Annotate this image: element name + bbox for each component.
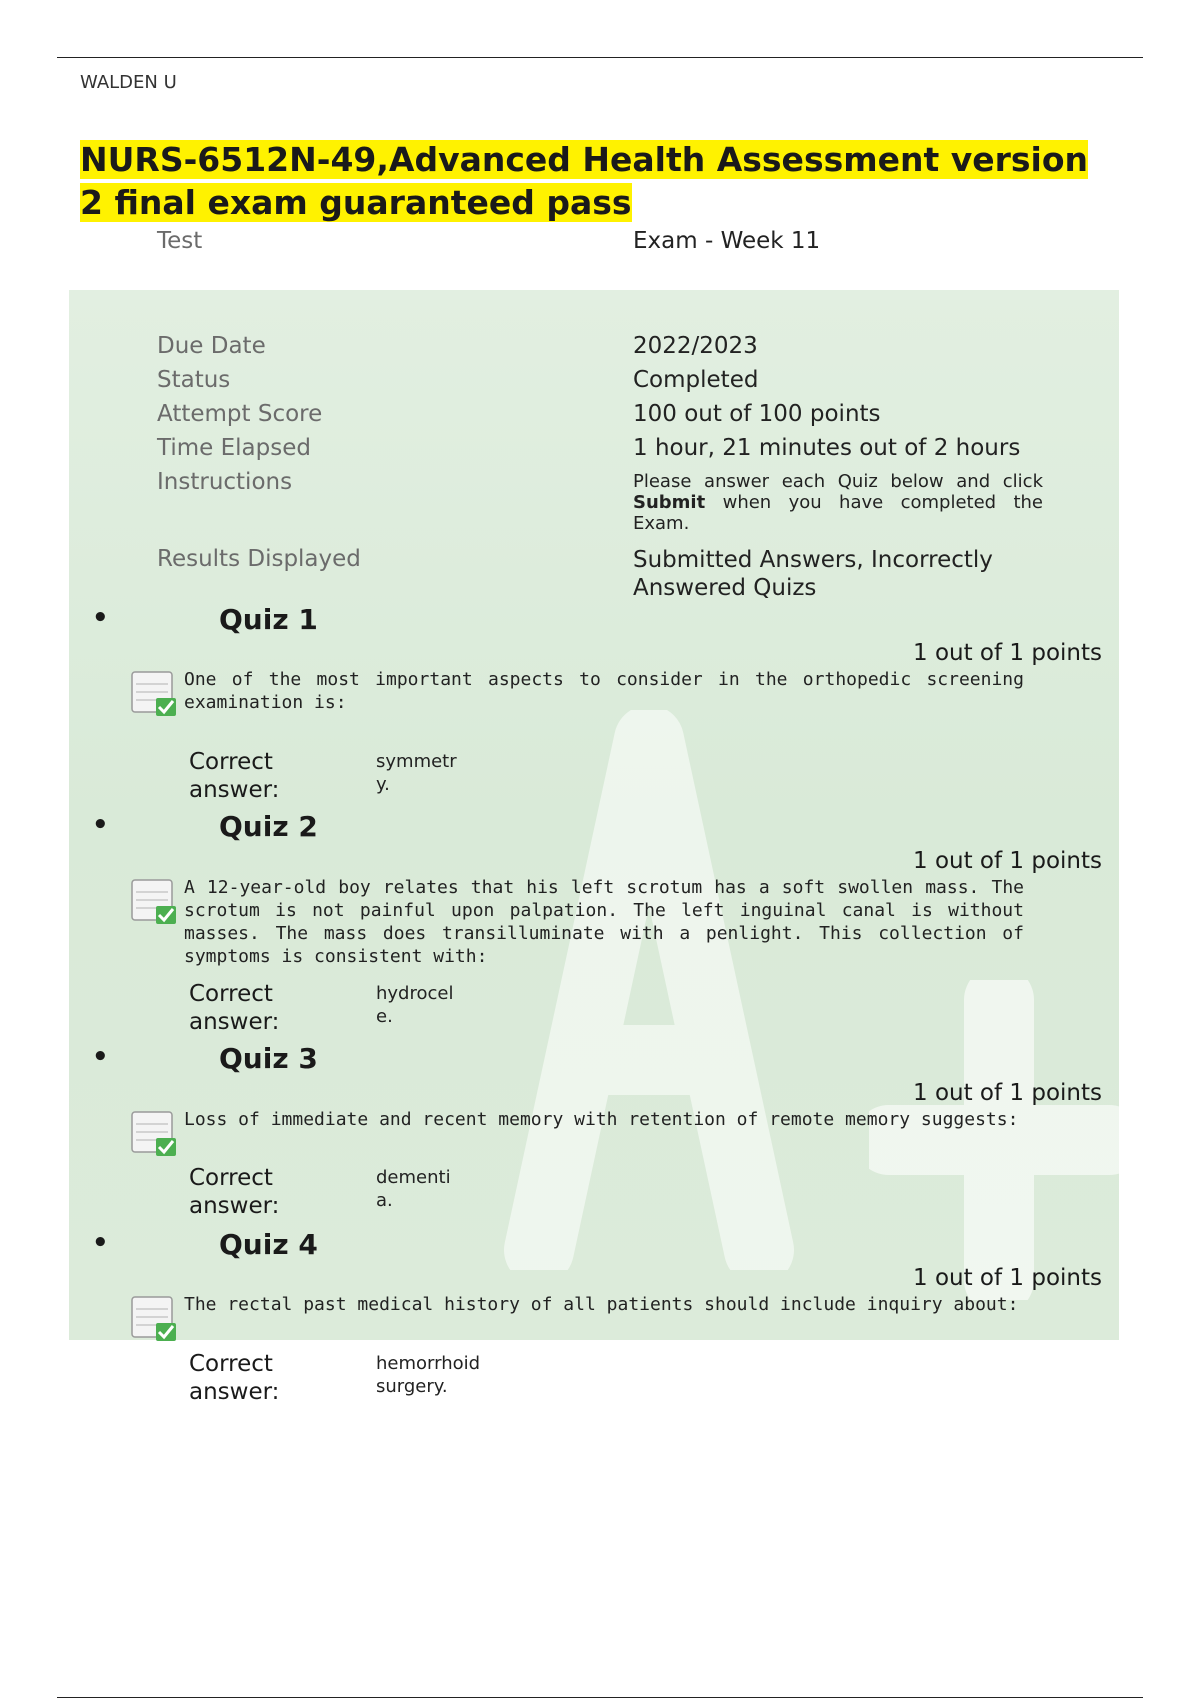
- quiz-question: One of the most important aspects to consider in the orthopedic screening examination is:: [184, 669, 1024, 713]
- quiz-points: 1 out of 1 points: [913, 640, 1102, 666]
- attempt-score-label: Attempt Score: [157, 401, 323, 427]
- test-label: Test: [157, 228, 203, 254]
- bullet-icon: •: [92, 810, 109, 840]
- quiz-points: 1 out of 1 points: [913, 1265, 1102, 1291]
- time-elapsed-label: Time Elapsed: [157, 435, 311, 461]
- submit-keyword: Submit: [633, 492, 706, 513]
- correct-check-icon: [130, 1293, 180, 1343]
- plus-watermark-image: [869, 980, 1129, 1300]
- instructions-value: Please answer each Quiz below and click Submit when you have completed the Exam.: [633, 471, 1043, 534]
- correct-answer-value: hydrocele.: [376, 983, 454, 1027]
- quiz-points: 1 out of 1 points: [913, 1080, 1102, 1106]
- results-displayed-value: Submitted Answers, Incorrectly Answered Quizs: [633, 547, 993, 601]
- correct-check-icon: [130, 668, 180, 718]
- quiz-question: Loss of immediate and recent memory with retention of remote memory suggests:: [184, 1109, 1019, 1130]
- results-displayed-label: Results Displayed: [157, 546, 361, 572]
- correct-answer-value: hemorrhoid surgery.: [376, 1353, 481, 1397]
- correct-answer-label: Correct answer:: [189, 749, 280, 803]
- top-rule: [57, 57, 1143, 58]
- bullet-icon: •: [92, 1228, 109, 1258]
- quiz-points: 1 out of 1 points: [913, 848, 1102, 874]
- test-value: Exam - Week 11: [633, 228, 821, 254]
- instructions-label: Instructions: [157, 469, 293, 495]
- correct-check-icon: [130, 876, 180, 926]
- due-date-value: 2022/2023: [633, 333, 758, 359]
- bullet-icon: •: [92, 1042, 109, 1072]
- status-value: Completed: [633, 367, 759, 393]
- status-label: Status: [157, 367, 231, 393]
- bottom-rule: [57, 1697, 1143, 1698]
- institution-header: WALDEN U: [80, 72, 177, 93]
- attempt-score-value: 100 out of 100 points: [633, 401, 881, 427]
- quiz-question: A 12-year-old boy relates that his left scrotum has a soft swollen mass. The scrotum is not painful upon palpation. The left inguinal canal is without masses. The mass does transilluminate with a penlight. This collection of symptoms is consistent with:: [184, 877, 1024, 967]
- correct-answer-value: dementia.: [376, 1167, 451, 1211]
- correct-answer-label: Correct answer:: [189, 1351, 280, 1405]
- a-watermark-image: [499, 710, 799, 1270]
- bullet-icon: •: [92, 603, 109, 633]
- due-date-label: Due Date: [157, 333, 266, 359]
- correct-check-icon: [130, 1108, 180, 1158]
- correct-answer-value: symmetry.: [376, 751, 457, 795]
- time-elapsed-value: 1 hour, 21 minutes out of 2 hours: [633, 435, 1021, 461]
- quiz-question: The rectal past medical history of all patients should include inquiry about:: [184, 1294, 1019, 1315]
- document-title: NURS-6512N-49,Advanced Health Assessment version 2 final exam guaranteed pass: [80, 140, 1089, 222]
- correct-answer-label: Correct answer:: [189, 1165, 280, 1219]
- correct-answer-label: Correct answer:: [189, 981, 280, 1035]
